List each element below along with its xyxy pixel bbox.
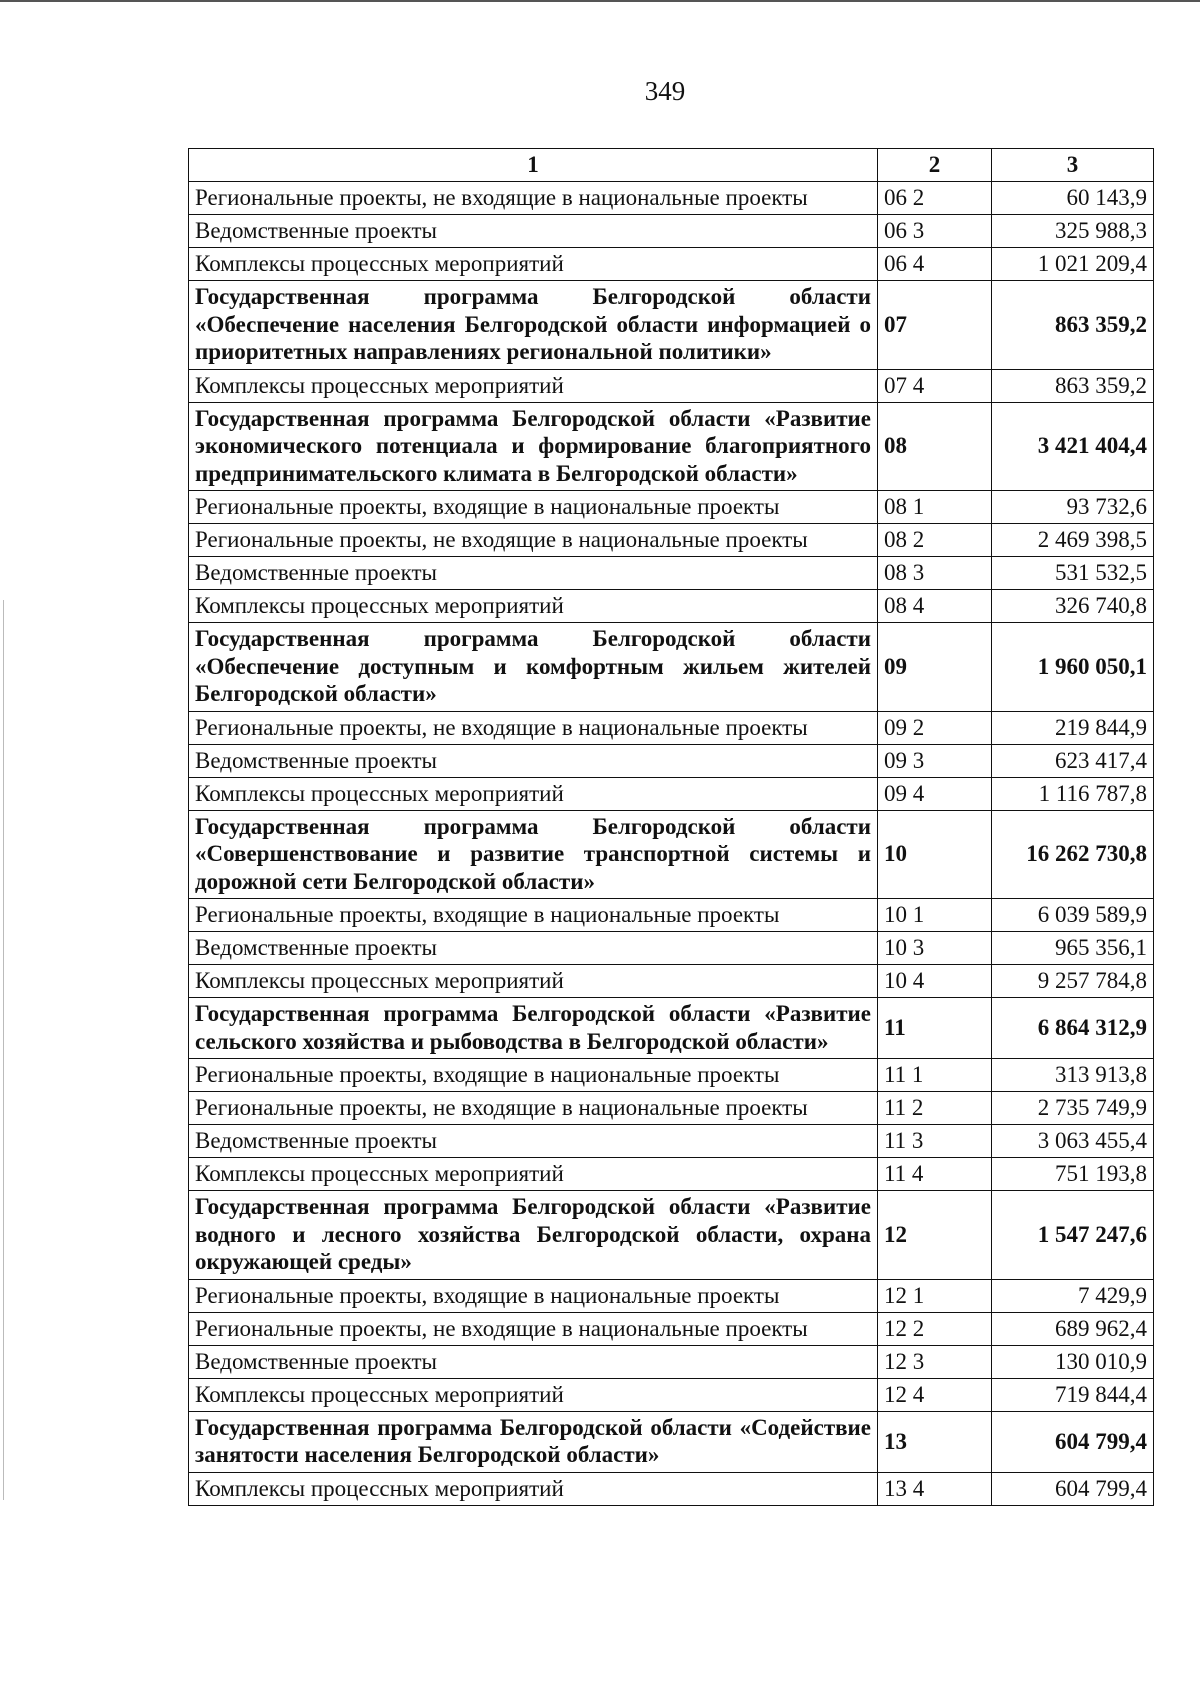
table-row [189,744,1154,777]
table-body [189,182,1154,1506]
row-amount: 6 039 589,9 [992,899,1154,932]
row-code: 08 3 [878,557,992,590]
scan-left-edge [3,600,4,1500]
row-name: Ведомственные проекты [189,744,878,777]
row-name: Государственная программа Белгородской области «Развитие водного и лесного хозяйства Белгородской области, охрана окружающей среды» [189,1191,878,1280]
table-row [189,491,1154,524]
program-row [189,810,1154,899]
table-row [189,557,1154,590]
row-code: 12 4 [878,1378,992,1411]
table-row [189,711,1154,744]
table-row [189,590,1154,623]
row-amount: 2 735 749,9 [992,1092,1154,1125]
row-amount: 60 143,9 [992,182,1154,215]
page-number: 349 [644,76,686,106]
row-code: 08 2 [878,524,992,557]
row-code: 13 [878,1411,992,1472]
row-name: Ведомственные проекты [189,1125,878,1158]
table-row [189,1092,1154,1125]
row-amount: 7 429,9 [992,1279,1154,1312]
row-amount: 689 962,4 [992,1312,1154,1345]
row-amount: 604 799,4 [992,1411,1154,1472]
row-code: 07 [878,281,992,370]
row-amount: 531 532,5 [992,557,1154,590]
row-name: Региональные проекты, входящие в национальные проекты [189,899,878,932]
table-row [189,1472,1154,1505]
table-row [189,369,1154,402]
program-row [189,402,1154,491]
table-row [189,1158,1154,1191]
row-amount: 1 116 787,8 [992,777,1154,810]
row-code: 06 4 [878,248,992,281]
row-name: Ведомственные проекты [189,932,878,965]
row-code: 07 4 [878,369,992,402]
row-amount: 1 021 209,4 [992,248,1154,281]
row-name: Ведомственные проекты [189,215,878,248]
row-amount: 130 010,9 [992,1345,1154,1378]
table-row [189,524,1154,557]
table-row [189,182,1154,215]
row-code: 06 2 [878,182,992,215]
row-amount: 863 359,2 [992,281,1154,370]
table-row [189,965,1154,998]
row-name: Региональные проекты, входящие в национальные проекты [189,491,878,524]
row-amount: 6 864 312,9 [992,998,1154,1059]
table-row [189,777,1154,810]
row-amount: 93 732,6 [992,491,1154,524]
row-amount: 3 421 404,4 [992,402,1154,491]
row-name: Региональные проекты, не входящие в национальные проекты [189,1312,878,1345]
table-row [189,932,1154,965]
column-header-1: 1 [189,149,878,182]
row-code: 11 4 [878,1158,992,1191]
row-name: Государственная программа Белгородской области «Содействие занятости населения Белгородской области» [189,1411,878,1472]
scan-top-edge [0,0,1200,2]
table-row [189,1378,1154,1411]
row-code: 12 [878,1191,992,1280]
row-name: Комплексы процессных мероприятий [189,590,878,623]
row-code: 12 1 [878,1279,992,1312]
table-row [189,1345,1154,1378]
program-row [189,1411,1154,1472]
row-amount: 623 417,4 [992,744,1154,777]
row-name: Комплексы процессных мероприятий [189,777,878,810]
table-header-row [189,149,1154,182]
row-code: 08 1 [878,491,992,524]
row-name: Комплексы процессных мероприятий [189,369,878,402]
budget-table [188,148,1154,1506]
row-code: 09 3 [878,744,992,777]
table-row [189,1312,1154,1345]
row-code: 10 3 [878,932,992,965]
row-name: Региональные проекты, не входящие в национальные проекты [189,524,878,557]
row-name: Региональные проекты, входящие в национальные проекты [189,1059,878,1092]
row-code: 11 3 [878,1125,992,1158]
row-code: 09 4 [878,777,992,810]
row-amount: 751 193,8 [992,1158,1154,1191]
row-name: Комплексы процессных мероприятий [189,248,878,281]
row-amount: 325 988,3 [992,215,1154,248]
row-name: Комплексы процессных мероприятий [189,1158,878,1191]
row-amount: 1 547 247,6 [992,1191,1154,1280]
row-code: 10 1 [878,899,992,932]
row-amount: 16 262 730,8 [992,810,1154,899]
row-name: Комплексы процессных мероприятий [189,1378,878,1411]
row-code: 08 4 [878,590,992,623]
row-code: 10 4 [878,965,992,998]
row-amount: 863 359,2 [992,369,1154,402]
row-name: Государственная программа Белгородской области «Обеспечение населения Белгородской области информацией о приоритетных направлениях региональной политики» [189,281,878,370]
row-code: 12 2 [878,1312,992,1345]
row-name: Государственная программа Белгородской области «Развитие сельского хозяйства и рыбоводства в Белгородской области» [189,998,878,1059]
table-row [189,1279,1154,1312]
row-code: 10 [878,810,992,899]
row-amount: 219 844,9 [992,711,1154,744]
column-header-2: 2 [878,149,992,182]
row-name: Государственная программа Белгородской области «Совершенствование и развитие транспортной системы и дорожной сети Белгородской области» [189,810,878,899]
row-name: Ведомственные проекты [189,557,878,590]
column-header-3: 3 [992,149,1154,182]
program-row [189,1191,1154,1280]
row-code: 08 [878,402,992,491]
row-amount: 1 960 050,1 [992,623,1154,712]
row-code: 11 1 [878,1059,992,1092]
row-code: 06 3 [878,215,992,248]
row-name: Государственная программа Белгородской области «Развитие экономического потенциала и формирование благоприятного предпринимательского климата в Белгородской области» [189,402,878,491]
row-name: Региональные проекты, не входящие в национальные проекты [189,182,878,215]
table-row [189,899,1154,932]
row-amount: 604 799,4 [992,1472,1154,1505]
row-code: 09 [878,623,992,712]
row-amount: 326 740,8 [992,590,1154,623]
row-amount: 2 469 398,5 [992,524,1154,557]
row-code: 11 2 [878,1092,992,1125]
row-name: Ведомственные проекты [189,1345,878,1378]
row-name: Региональные проекты, входящие в национальные проекты [189,1279,878,1312]
row-amount: 9 257 784,8 [992,965,1154,998]
table-row [189,248,1154,281]
table-row [189,1125,1154,1158]
row-name: Комплексы процессных мероприятий [189,965,878,998]
program-row [189,623,1154,712]
table-row [189,1059,1154,1092]
row-amount: 719 844,4 [992,1378,1154,1411]
row-amount: 965 356,1 [992,932,1154,965]
program-row [189,998,1154,1059]
row-amount: 313 913,8 [992,1059,1154,1092]
row-code: 11 [878,998,992,1059]
row-name: Региональные проекты, не входящие в национальные проекты [189,1092,878,1125]
row-code: 09 2 [878,711,992,744]
row-name: Комплексы процессных мероприятий [189,1472,878,1505]
row-code: 12 3 [878,1345,992,1378]
row-name: Региональные проекты, не входящие в национальные проекты [189,711,878,744]
row-name: Государственная программа Белгородской области «Обеспечение доступным и комфортным жильем жителей Белгородской области» [189,623,878,712]
row-amount: 3 063 455,4 [992,1125,1154,1158]
table-row [189,215,1154,248]
row-code: 13 4 [878,1472,992,1505]
program-row [189,281,1154,370]
